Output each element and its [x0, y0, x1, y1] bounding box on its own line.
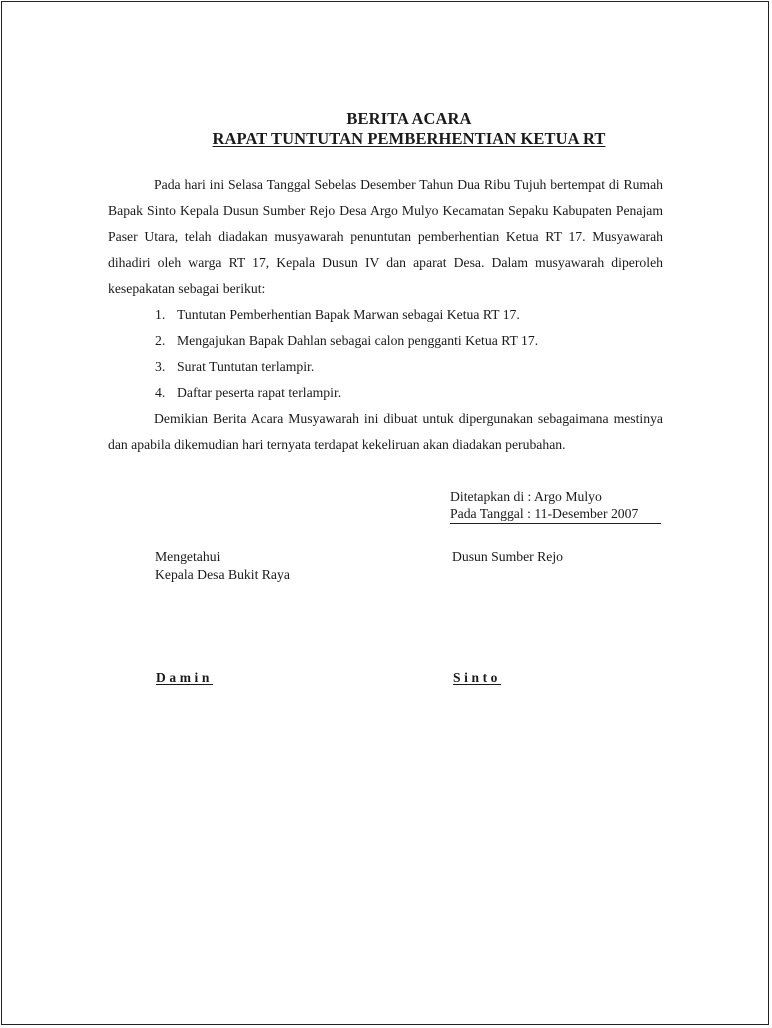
signer-right-name: Sinto [453, 670, 502, 685]
document-title: BERITA ACARA [346, 109, 472, 128]
list-item-text: Daftar peserta rapat terlampir. [177, 385, 342, 400]
closing-paragraph-block [108, 406, 663, 458]
acknowledged-title: Kepala Desa Bukit Raya [155, 567, 290, 582]
agreement-list [155, 302, 538, 406]
list-item-number: 1. [155, 307, 166, 322]
acknowledged-label: Mengetahui [155, 549, 221, 564]
list-item [155, 354, 538, 380]
opening-paragraph: Pada hari ini Selasa Tanggal Sebelas Desember Tahun Dua Ribu Tujuh bertempat di Rumah Bapak Sinto Kepala Dusun Sumber Rejo Desa Argo Mulyo Kecamatan Sepaku Kabupaten Penajam Paser Utara, telah diadakan musyawarah penuntutan pemberhentian Ketua RT 17. Musyawarah dihadiri oleh warga RT 17, Kepala Dusun IV dan aparat Desa. Dalam musyawarah diperoleh kesepakatan sebagai berikut: [108, 177, 663, 296]
list-item [155, 328, 538, 354]
list-item-text: Tuntutan Pemberhentian Bapak Marwan sebagai Ketua RT 17. [177, 307, 520, 322]
list-item [155, 302, 538, 328]
signer-left-name: Damin [156, 670, 214, 685]
document-subtitle: RAPAT TUNTUTAN PEMBERHENTIAN KETUA RT [212, 129, 606, 148]
opening-paragraph-block [108, 172, 663, 302]
set-date: Pada Tanggal : 11-Desember 2007 [450, 505, 661, 524]
hamlet-label: Dusun Sumber Rejo [452, 549, 564, 564]
list-item-number: 4. [155, 385, 166, 400]
closing-paragraph: Demikian Berita Acara Musyawarah ini dibuat untuk dipergunakan sebagaimana mestinya dan apabila dikemudian hari ternyata terdapat kekeliruan akan diadakan perubahan. [108, 411, 663, 452]
list-item-text: Surat Tuntutan terlampir. [177, 359, 315, 374]
list-item-number: 2. [155, 333, 166, 348]
set-place: Ditetapkan di : Argo Mulyo [450, 489, 602, 504]
list-item-number: 3. [155, 359, 166, 374]
list-item [155, 380, 538, 406]
list-item-text: Mengajukan Bapak Dahlan sebagai calon pengganti Ketua RT 17. [177, 333, 539, 348]
